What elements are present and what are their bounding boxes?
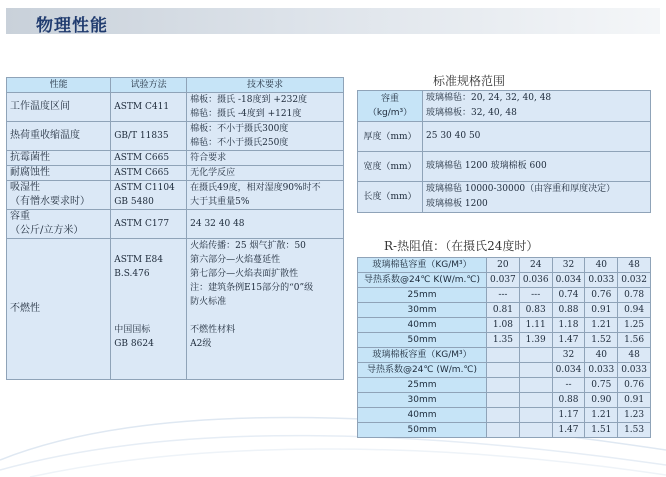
cell-line: 火焰传播：25 烟气扩散：50 bbox=[190, 241, 306, 251]
cell-line: 不燃性材料 bbox=[190, 325, 236, 335]
value-cell: -- bbox=[552, 378, 585, 393]
cell-line: 防火标准 bbox=[190, 297, 227, 307]
cell-line: ASTM C665 bbox=[114, 168, 170, 178]
value-cell: 1.21 bbox=[585, 408, 618, 423]
requirement-cell bbox=[187, 151, 344, 166]
table-row bbox=[358, 393, 651, 408]
cell-line bbox=[114, 309, 183, 323]
spec-value-cell bbox=[423, 122, 651, 152]
method-cell bbox=[111, 166, 187, 181]
cell-line: （kg/m³） bbox=[367, 108, 413, 118]
value-cell bbox=[487, 423, 520, 438]
value-cell bbox=[519, 378, 552, 393]
method-cell bbox=[111, 239, 187, 380]
cell-line: 符合要求 bbox=[190, 153, 227, 163]
requirement-cell bbox=[187, 166, 344, 181]
cell-line: 第六部分—火焰蔓延性 bbox=[190, 255, 281, 265]
cell-line: B.S.476 bbox=[114, 269, 150, 279]
table-row bbox=[358, 423, 651, 438]
cell-line: A2级 bbox=[190, 339, 212, 349]
table-header-row bbox=[7, 78, 344, 93]
std-table-body bbox=[358, 91, 651, 213]
requirement-cell bbox=[187, 239, 344, 380]
spec-key-cell bbox=[358, 91, 423, 122]
table-row bbox=[358, 333, 651, 348]
spec-key-cell bbox=[358, 152, 423, 182]
cell-line: GB 8624 bbox=[114, 339, 154, 349]
value-cell: 0.94 bbox=[618, 303, 651, 318]
value-cell: 1.47 bbox=[552, 333, 585, 348]
value-cell: 1.53 bbox=[618, 423, 651, 438]
value-cell: 1.18 bbox=[552, 318, 585, 333]
table-row bbox=[7, 122, 344, 151]
value-cell: 0.033 bbox=[585, 273, 618, 288]
value-cell: 0.76 bbox=[585, 288, 618, 303]
value-cell: 0.78 bbox=[618, 288, 651, 303]
table-row bbox=[358, 122, 651, 152]
property-cell bbox=[7, 151, 111, 166]
section-header-bar bbox=[6, 8, 660, 34]
requirement-cell bbox=[187, 93, 344, 122]
method-cell bbox=[111, 181, 187, 210]
table-row bbox=[358, 288, 651, 303]
table-row bbox=[358, 273, 651, 288]
cell-line bbox=[114, 239, 183, 253]
cell-line: 大于其重量5% bbox=[190, 197, 250, 207]
property-cell bbox=[7, 210, 111, 239]
spec-value-cell bbox=[423, 152, 651, 182]
properties-table-body bbox=[7, 93, 344, 380]
value-cell: 0.81 bbox=[487, 303, 520, 318]
method-cell bbox=[111, 210, 187, 239]
method-cell bbox=[111, 122, 187, 151]
cell-line: 玻璃棉毡：20, 24, 32, 40, 48 bbox=[426, 93, 552, 103]
cell-line: 抗霉菌性 bbox=[10, 152, 50, 163]
value-cell: 20 bbox=[487, 258, 520, 273]
value-cell: 24 bbox=[519, 258, 552, 273]
row-label: 30mm bbox=[358, 393, 487, 408]
value-cell: --- bbox=[519, 288, 552, 303]
value-cell: 0.034 bbox=[552, 273, 585, 288]
cell-line: 无化学反应 bbox=[190, 168, 236, 178]
property-cell bbox=[7, 122, 111, 151]
cell-line: 棉毡：不小于摄氏250度 bbox=[190, 138, 289, 148]
value-cell: 0.033 bbox=[618, 363, 651, 378]
cell-line: 玻璃棉板：32, 40, 48 bbox=[426, 108, 517, 118]
property-cell: 不燃性 bbox=[7, 239, 111, 380]
requirement-cell bbox=[187, 122, 344, 151]
method-cell bbox=[111, 93, 187, 122]
value-cell: 32 bbox=[552, 258, 585, 273]
cell-line: 容重 bbox=[10, 211, 30, 222]
cell-line: 棉板：不小于摄氏300度 bbox=[190, 124, 289, 134]
cell-line: 吸湿性 bbox=[10, 182, 40, 193]
value-cell: 1.47 bbox=[552, 423, 585, 438]
cell-line: 长度（mm） bbox=[363, 192, 417, 202]
standard-spec-table bbox=[357, 90, 651, 213]
r-value-title: R-热阻值：（在摄氏24度时） bbox=[384, 239, 539, 253]
cell-line: 厚度（mm） bbox=[363, 131, 417, 142]
value-cell bbox=[519, 423, 552, 438]
value-cell bbox=[487, 363, 520, 378]
value-cell: 1.51 bbox=[585, 423, 618, 438]
cell-line bbox=[114, 295, 183, 309]
cell-line: ASTM C665 bbox=[114, 153, 170, 163]
table-row bbox=[7, 166, 344, 181]
value-cell: 0.74 bbox=[552, 288, 585, 303]
method-cell bbox=[111, 151, 187, 166]
value-cell: 48 bbox=[618, 348, 651, 363]
cell-line: 在摄氏49度，相对湿度90%时不 bbox=[190, 183, 321, 193]
physical-properties-table bbox=[6, 77, 344, 380]
property-cell bbox=[7, 166, 111, 181]
value-cell: 0.88 bbox=[552, 393, 585, 408]
value-cell bbox=[519, 348, 552, 363]
cell-line: （有憎水要求时） bbox=[10, 196, 90, 207]
r-table-body bbox=[358, 258, 651, 438]
property-cell bbox=[7, 93, 111, 122]
value-cell: 40 bbox=[585, 348, 618, 363]
cell-line: ASTM C411 bbox=[114, 102, 170, 112]
value-cell: 0.91 bbox=[585, 303, 618, 318]
cell-line: 耐腐蚀性 bbox=[10, 167, 50, 178]
column-header: 性能 bbox=[7, 78, 111, 93]
value-cell bbox=[487, 348, 520, 363]
section-title: 物理性能 bbox=[36, 16, 108, 36]
cell-line: ASTM E84 bbox=[114, 255, 164, 265]
value-cell bbox=[519, 363, 552, 378]
cell-line: ASTM C1104 bbox=[114, 183, 175, 193]
requirement-cell bbox=[187, 210, 344, 239]
value-cell: 0.83 bbox=[519, 303, 552, 318]
row-label: 导热系数@24℃ (W/m.℃) bbox=[358, 363, 487, 378]
cell-line: 容重 bbox=[380, 94, 399, 104]
cell-line: 棉板：摄氏 -18度到 +232度 bbox=[190, 95, 308, 105]
value-cell bbox=[487, 378, 520, 393]
value-cell: 0.88 bbox=[552, 303, 585, 318]
cell-line: 25 30 40 50 bbox=[426, 131, 481, 141]
table-row bbox=[358, 363, 651, 378]
table-row bbox=[7, 181, 344, 210]
value-cell: 1.56 bbox=[618, 333, 651, 348]
row-label: 25mm bbox=[358, 288, 487, 303]
table-header-row bbox=[358, 348, 651, 363]
value-cell: 1.39 bbox=[519, 333, 552, 348]
cell-line: 热荷重收缩温度 bbox=[10, 130, 80, 141]
value-cell: 0.75 bbox=[585, 378, 618, 393]
table-row bbox=[7, 93, 344, 122]
value-cell: 0.036 bbox=[519, 273, 552, 288]
value-cell: --- bbox=[487, 288, 520, 303]
table-header-row bbox=[358, 258, 651, 273]
value-cell bbox=[487, 408, 520, 423]
value-cell: 1.11 bbox=[519, 318, 552, 333]
column-header: 技术要求 bbox=[187, 78, 344, 93]
value-cell: 1.17 bbox=[552, 408, 585, 423]
std-range-title: 标准规格范围 bbox=[433, 74, 506, 88]
spec-key-cell bbox=[358, 122, 423, 152]
row-label: 玻璃棉毡容重（KG/M³） bbox=[358, 258, 487, 273]
cell-line: （公斤/立方米） bbox=[10, 225, 84, 236]
row-label: 30mm bbox=[358, 303, 487, 318]
property-cell bbox=[7, 181, 111, 210]
r-value-table bbox=[357, 257, 651, 438]
cell-line: 玻璃棉毡 1200 玻璃棉板 600 bbox=[426, 161, 547, 171]
value-cell: 1.08 bbox=[487, 318, 520, 333]
row-label: 50mm bbox=[358, 423, 487, 438]
cell-line: GB 5480 bbox=[114, 197, 154, 207]
table-row bbox=[358, 408, 651, 423]
value-cell: 1.52 bbox=[585, 333, 618, 348]
value-cell: 0.033 bbox=[585, 363, 618, 378]
value-cell: 0.91 bbox=[618, 393, 651, 408]
value-cell: 1.35 bbox=[487, 333, 520, 348]
spec-value-cell bbox=[423, 91, 651, 122]
value-cell bbox=[519, 408, 552, 423]
row-label: 25mm bbox=[358, 378, 487, 393]
cell-line: 玻璃棉板 1200 bbox=[426, 199, 488, 209]
cell-line: 玻璃棉毡 10000-30000（由容重和厚度决定） bbox=[426, 184, 616, 194]
cell-line: 注：建筑条例E15部分的“0”级 bbox=[190, 283, 314, 293]
table-row bbox=[7, 210, 344, 239]
cell-line: 中国国标 bbox=[114, 325, 151, 335]
table-row bbox=[358, 378, 651, 393]
spec-key-cell bbox=[358, 182, 423, 213]
table-row bbox=[7, 239, 344, 380]
row-label: 40mm bbox=[358, 318, 487, 333]
value-cell: 0.032 bbox=[618, 273, 651, 288]
table-row bbox=[358, 303, 651, 318]
value-cell: 1.25 bbox=[618, 318, 651, 333]
value-cell bbox=[487, 393, 520, 408]
cell-line: 24 32 40 48 bbox=[190, 219, 245, 229]
row-label: 40mm bbox=[358, 408, 487, 423]
column-header: 试验方法 bbox=[111, 78, 187, 93]
table-row bbox=[358, 318, 651, 333]
value-cell: 0.90 bbox=[585, 393, 618, 408]
value-cell bbox=[519, 393, 552, 408]
requirement-cell bbox=[187, 181, 344, 210]
cell-line: 宽度（mm） bbox=[363, 161, 417, 172]
table-row bbox=[7, 151, 344, 166]
value-cell: 0.76 bbox=[618, 378, 651, 393]
table-row bbox=[358, 152, 651, 182]
cell-line bbox=[114, 281, 183, 295]
cell-line: 第七部分—火焰表面扩散性 bbox=[190, 269, 299, 279]
cell-line: 工作温度区间 bbox=[10, 101, 70, 112]
row-label: 玻璃棉板容重（KG/M³） bbox=[358, 348, 487, 363]
value-cell: 1.23 bbox=[618, 408, 651, 423]
value-cell: 48 bbox=[618, 258, 651, 273]
value-cell: 40 bbox=[585, 258, 618, 273]
cell-line: GB/T 11835 bbox=[114, 131, 169, 141]
spec-value-cell bbox=[423, 182, 651, 213]
value-cell: 0.034 bbox=[552, 363, 585, 378]
cell-line bbox=[190, 309, 340, 323]
row-label: 导热系数@24℃ K(W/m.℃) bbox=[358, 273, 487, 288]
cell-line: ASTM C177 bbox=[114, 219, 170, 229]
cell-line: 棉毡：摄氏 -4度到 +121度 bbox=[190, 109, 302, 119]
value-cell: 0.037 bbox=[487, 273, 520, 288]
table-row bbox=[358, 91, 651, 122]
value-cell: 1.21 bbox=[585, 318, 618, 333]
value-cell: 32 bbox=[552, 348, 585, 363]
row-label: 50mm bbox=[358, 333, 487, 348]
table-row bbox=[358, 182, 651, 213]
